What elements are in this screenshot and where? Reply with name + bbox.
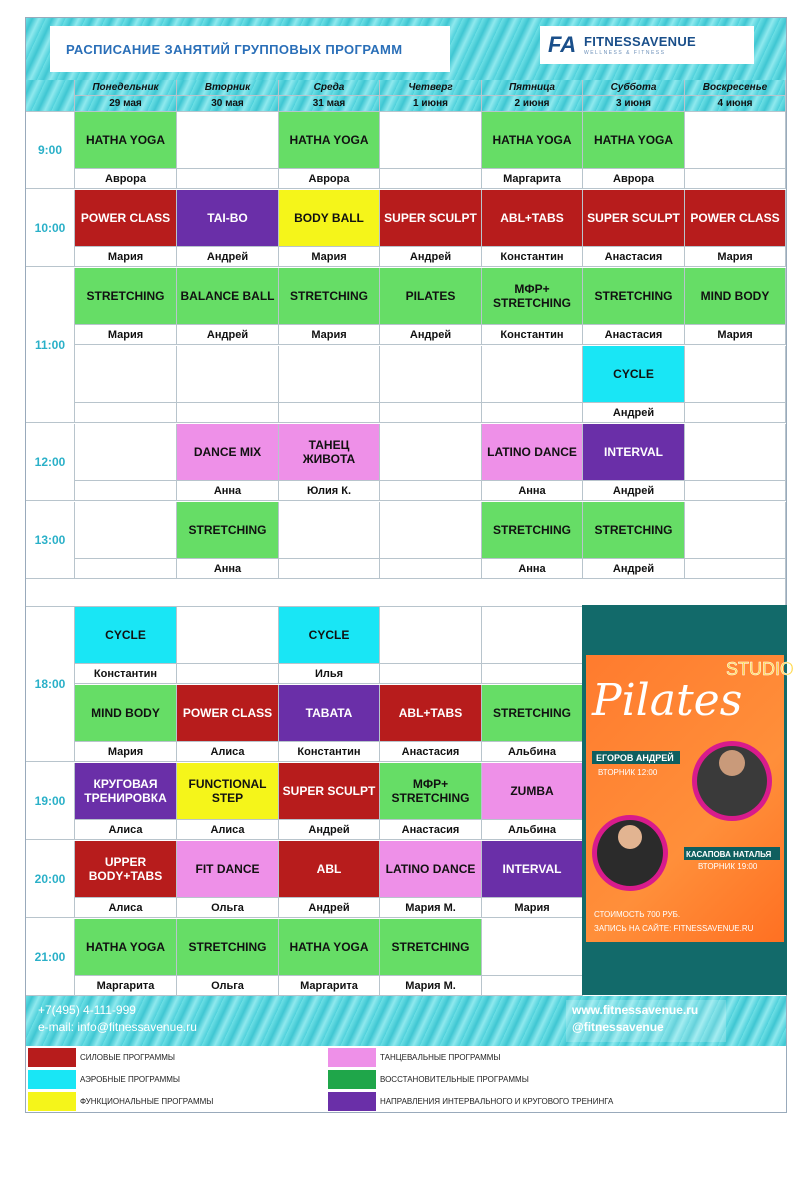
class-block[interactable]: ABL+TABS: [380, 685, 482, 742]
contacts: [38, 1002, 197, 1036]
instructor-name: Анна: [177, 559, 279, 579]
class-block[interactable]: HATHA YOGA: [482, 112, 583, 169]
empty-slot: [279, 559, 380, 579]
instructor-name: Ольга: [177, 976, 279, 996]
class-block[interactable]: POWER CLASS: [75, 190, 177, 247]
class-block[interactable]: BALANCE BALL: [177, 268, 279, 325]
empty-slot: [75, 403, 177, 423]
web-links: [566, 1000, 726, 1042]
promo-price: СТОИМОСТЬ 700 РУБ.: [594, 910, 681, 919]
class-block[interactable]: КРУГОВАЯ ТРЕНИРОВКА: [75, 763, 177, 820]
empty-slot: [685, 481, 786, 501]
promo-signup: ЗАПИСЬ НА САЙТЕ: FITNESSAVENUE.RU: [594, 924, 754, 933]
website-link[interactable]: www.fitnessavenue.ru: [572, 1003, 699, 1017]
instructor-name: Андрей: [380, 247, 482, 267]
class-block[interactable]: BODY BALL: [279, 190, 380, 247]
logo: [540, 26, 754, 64]
empty-slot: [685, 112, 786, 169]
promo-poster: [586, 655, 795, 942]
day-name-6: Воскресенье: [685, 80, 786, 96]
instructor-name: Константин: [279, 742, 380, 762]
instructor-name: Аврора: [279, 169, 380, 189]
class-block[interactable]: ABL+TABS: [482, 190, 583, 247]
instructor-name: Мария: [75, 325, 177, 345]
trainer2-face: [618, 825, 642, 849]
empty-slot: [482, 403, 583, 423]
empty-slot: [279, 403, 380, 423]
empty-slot: [380, 559, 482, 579]
instructor-name: Мария: [279, 325, 380, 345]
class-block[interactable]: STRETCHING: [279, 268, 380, 325]
empty-slot: [685, 403, 786, 423]
empty-slot: [380, 664, 482, 684]
day-date-6: 4 июня: [685, 96, 786, 112]
empty-slot: [685, 346, 786, 403]
legend-swatch: [328, 1070, 376, 1089]
day-date-1: 30 мая: [177, 96, 279, 112]
instructor-name: Анастасия: [380, 742, 482, 762]
instagram-link[interactable]: @fitnessavenue: [572, 1020, 664, 1034]
class-block[interactable]: FUNCTIONAL STEP: [177, 763, 279, 820]
empty-slot: [75, 424, 177, 481]
time-label: 10:00: [26, 190, 75, 267]
footer-banner: [26, 996, 786, 1046]
empty-slot: [685, 502, 786, 559]
class-block[interactable]: HATHA YOGA: [279, 112, 380, 169]
page-title: РАСПИСАНИЕ ЗАНЯТИЙ ГРУППОВЫХ ПРОГРАММ: [66, 41, 403, 57]
empty-slot: [75, 502, 177, 559]
empty-slot: [177, 664, 279, 684]
class-block[interactable]: STRETCHING: [177, 919, 279, 976]
instructor-name: Анна: [482, 481, 583, 501]
instructor-name: Алиса: [177, 742, 279, 762]
day-date-4: 2 июня: [482, 96, 583, 112]
day-name-5: Суббота: [583, 80, 685, 96]
color-legend: [26, 1046, 786, 1114]
class-block[interactable]: TAI-BO: [177, 190, 279, 247]
instructor-name: Андрей: [380, 325, 482, 345]
class-block[interactable]: HATHA YOGA: [279, 919, 380, 976]
title-box: [50, 26, 450, 72]
instructor-name: Анна: [177, 481, 279, 501]
empty-slot: [482, 919, 583, 976]
instructor-name: Андрей: [583, 559, 685, 579]
time-label: 9:00: [26, 112, 75, 189]
legend-swatch: [28, 1092, 76, 1111]
instructor-name: Андрей: [177, 325, 279, 345]
day-date-5: 3 июня: [583, 96, 685, 112]
empty-slot: [482, 976, 583, 996]
instructor-name: Константин: [482, 247, 583, 267]
empty-slot: [685, 169, 786, 189]
class-block[interactable]: STRETCHING: [583, 502, 685, 559]
phone[interactable]: +7(495) 4-111-999: [38, 1003, 136, 1017]
time-label: 19:00: [26, 763, 75, 840]
legend-swatch: [28, 1070, 76, 1089]
instructor-name: Андрей: [583, 403, 685, 423]
class-block[interactable]: LATINO DANCE: [380, 841, 482, 898]
empty-slot: [279, 502, 380, 559]
day-name-3: Четверг: [380, 80, 482, 96]
instructor-name: Альбина: [482, 820, 583, 840]
legend-label: ТАНЦЕВАЛЬНЫЕ ПРОГРАММЫ: [380, 1053, 501, 1062]
class-block[interactable]: HATHA YOGA: [583, 112, 685, 169]
class-block[interactable]: ZUMBA: [482, 763, 583, 820]
promo-studio-text: STUDIO: [726, 659, 795, 679]
empty-slot: [685, 424, 786, 481]
day-date-3: 1 июня: [380, 96, 482, 112]
legend-label: ФУНКЦИОНАЛЬНЫЕ ПРОГРАММЫ: [80, 1097, 214, 1106]
instructor-name: Аврора: [583, 169, 685, 189]
class-block[interactable]: STRETCHING: [380, 919, 482, 976]
instructor-name: Мария: [685, 247, 786, 267]
class-block[interactable]: CYCLE: [583, 346, 685, 403]
class-block[interactable]: INTERVAL: [583, 424, 685, 481]
class-block[interactable]: SUPER SCULPT: [380, 190, 482, 247]
empty-slot: [380, 607, 482, 664]
legend-swatch: [28, 1048, 76, 1067]
instructor-name: Анастасия: [583, 325, 685, 345]
schedule-sheet: [25, 17, 795, 1113]
trainer1-face: [719, 750, 745, 776]
empty-slot: [380, 424, 482, 481]
day-date-0: 29 мая: [75, 96, 177, 112]
time-label: 13:00: [26, 502, 75, 579]
empty-slot: [482, 607, 583, 664]
class-block[interactable]: МФР+ STRETCHING: [380, 763, 482, 820]
class-block[interactable]: INTERVAL: [482, 841, 583, 898]
class-block[interactable]: ABL: [279, 841, 380, 898]
trainer1-time: ВТОРНИК 12:00: [598, 768, 658, 777]
class-block[interactable]: STRETCHING: [482, 685, 583, 742]
logo-name: FITNESSAVENUE: [584, 34, 697, 49]
class-block[interactable]: PILATES: [380, 268, 482, 325]
instructor-name: Мария: [75, 247, 177, 267]
trainer2-time: ВТОРНИК 19:00: [698, 862, 758, 871]
legend-swatch: [328, 1048, 376, 1067]
empty-slot: [177, 112, 279, 169]
logo-mark-icon: FA: [548, 32, 577, 57]
class-block[interactable]: POWER CLASS: [685, 190, 786, 247]
class-block[interactable]: STRETCHING: [583, 268, 685, 325]
class-block[interactable]: STRETCHING: [75, 268, 177, 325]
instructor-name: Андрей: [279, 898, 380, 918]
class-block[interactable]: STRETCHING: [482, 502, 583, 559]
empty-slot: [75, 346, 177, 403]
day-name-1: Вторник: [177, 80, 279, 96]
time-label: 11:00: [26, 268, 75, 423]
time-label: 18:00: [26, 607, 75, 762]
instructor-name: Андрей: [583, 481, 685, 501]
legend-swatch: [328, 1092, 376, 1111]
instructor-name: Альбина: [482, 742, 583, 762]
time-label: 12:00: [26, 424, 75, 501]
class-block[interactable]: DANCE MIX: [177, 424, 279, 481]
empty-slot: [380, 403, 482, 423]
empty-slot: [75, 481, 177, 501]
instructor-name: Андрей: [177, 247, 279, 267]
pilates-promo: [582, 605, 795, 995]
legend-label: АЭРОБНЫЕ ПРОГРАММЫ: [80, 1075, 180, 1084]
class-block[interactable]: SUPER SCULPT: [279, 763, 380, 820]
instructor-name: Илья: [279, 664, 380, 684]
instructor-name: Мария: [482, 898, 583, 918]
trainer1-name: ЕГОРОВ АНДРЕЙ: [596, 753, 674, 763]
class-block[interactable]: STRETCHING: [177, 502, 279, 559]
instructor-name: Маргарита: [279, 976, 380, 996]
day-name-0: Понедельник: [75, 80, 177, 96]
legend-label: ВОССТАНОВИТЕЛЬНЫЕ ПРОГРАММЫ: [380, 1075, 529, 1084]
empty-slot: [380, 502, 482, 559]
empty-slot: [279, 346, 380, 403]
empty-slot: [482, 664, 583, 684]
instructor-name: Мария: [75, 742, 177, 762]
header-corner: [26, 80, 75, 112]
instructor-name: Андрей: [279, 820, 380, 840]
class-block[interactable]: SUPER SCULPT: [583, 190, 685, 247]
class-block[interactable]: HATHA YOGA: [75, 919, 177, 976]
instructor-name: Анастасия: [583, 247, 685, 267]
instructor-name: Маргарита: [75, 976, 177, 996]
instructor-name: Мария: [279, 247, 380, 267]
empty-slot: [380, 346, 482, 403]
class-block[interactable]: FIT DANCE: [177, 841, 279, 898]
instructor-name: Аврора: [75, 169, 177, 189]
instructor-name: Анастасия: [380, 820, 482, 840]
class-block[interactable]: MIND BODY: [685, 268, 786, 325]
empty-slot: [482, 346, 583, 403]
day-name-4: Пятница: [482, 80, 583, 96]
promo-graphic: [586, 655, 795, 942]
instructor-name: Юлия К.: [279, 481, 380, 501]
class-block[interactable]: POWER CLASS: [177, 685, 279, 742]
instructor-name: Константин: [75, 664, 177, 684]
time-label: 21:00: [26, 919, 75, 996]
time-label: 20:00: [26, 841, 75, 918]
instructor-name: Алиса: [75, 898, 177, 918]
empty-slot: [177, 607, 279, 664]
empty-slot: [380, 481, 482, 501]
class-block[interactable]: LATINO DANCE: [482, 424, 583, 481]
promo-title-text: Pilates: [592, 675, 743, 726]
instructor-name: Мария М.: [380, 976, 482, 996]
instructor-name: Мария: [685, 325, 786, 345]
class-block[interactable]: МФР+ STRETCHING: [482, 268, 583, 325]
instructor-name: Маргарита: [482, 169, 583, 189]
empty-slot: [75, 559, 177, 579]
instructor-name: Алиса: [75, 820, 177, 840]
instructor-name: Мария М.: [380, 898, 482, 918]
class-block[interactable]: TABATA: [279, 685, 380, 742]
trainer2-name: КАСАПОВА НАТАЛЬЯ: [686, 850, 772, 859]
empty-slot: [685, 559, 786, 579]
legend-label: НАПРАВЛЕНИЯ ИНТЕРВАЛЬНОГО И КРУГОВОГО ТРЕНИНГА: [380, 1097, 614, 1106]
empty-slot: [177, 169, 279, 189]
class-block[interactable]: MIND BODY: [75, 685, 177, 742]
empty-slot: [177, 346, 279, 403]
header-banner: [26, 18, 786, 80]
day-name-2: Среда: [279, 80, 380, 96]
empty-slot: [380, 112, 482, 169]
empty-slot: [177, 403, 279, 423]
legend-label: СИЛОВЫЕ ПРОГРАММЫ: [80, 1053, 175, 1062]
class-block[interactable]: HATHA YOGA: [75, 112, 177, 169]
class-block[interactable]: CYCLE: [279, 607, 380, 664]
class-block[interactable]: UPPER BODY+TABS: [75, 841, 177, 898]
break-row: [26, 579, 786, 607]
instructor-name: Анна: [482, 559, 583, 579]
class-block[interactable]: CYCLE: [75, 607, 177, 664]
email[interactable]: e-mail: info@fitnessavenue.ru: [38, 1020, 197, 1034]
empty-slot: [380, 169, 482, 189]
instructor-name: Ольга: [177, 898, 279, 918]
instructor-name: Алиса: [177, 820, 279, 840]
logo-subtitle: WELLNESS & FITNESS: [584, 50, 666, 56]
day-date-2: 31 мая: [279, 96, 380, 112]
class-block[interactable]: ТАНЕЦ ЖИВОТА: [279, 424, 380, 481]
instructor-name: Константин: [482, 325, 583, 345]
